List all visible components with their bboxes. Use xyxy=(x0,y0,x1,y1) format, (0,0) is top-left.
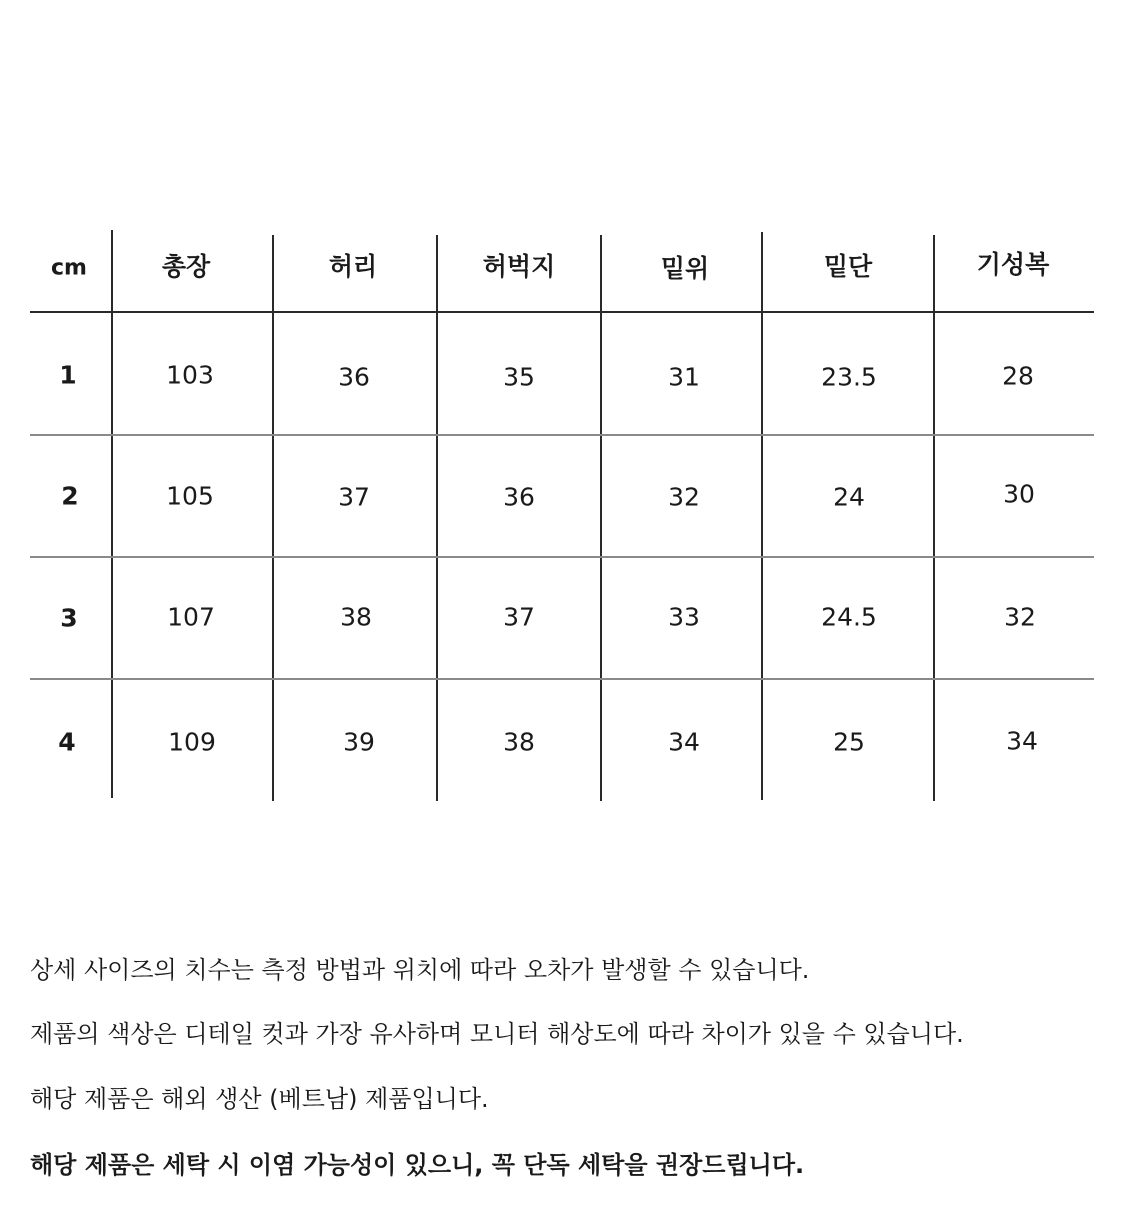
table-cell: 33 xyxy=(668,602,700,632)
header-hem: 밑단 xyxy=(823,252,873,281)
table-column-divider xyxy=(600,235,602,801)
table-column-divider xyxy=(111,230,113,798)
table-column-divider xyxy=(761,232,763,800)
table-cell: 25 xyxy=(833,727,865,757)
table-cell: 37 xyxy=(338,482,370,512)
note-wash-warning: 해당 제품은 세탁 시 이염 가능성이 있으니, 꼭 단독 세탁을 권장드립니다. xyxy=(30,1151,805,1179)
size-label: 1 xyxy=(59,360,77,390)
table-cell: 30 xyxy=(1003,479,1035,509)
table-row-divider xyxy=(30,556,1094,558)
table-cell: 103 xyxy=(166,360,214,390)
table-cell: 24 xyxy=(833,482,865,512)
table-cell: 32 xyxy=(1004,602,1036,632)
table-cell: 38 xyxy=(503,727,535,757)
table-cell: 32 xyxy=(668,482,700,512)
table-cell: 28 xyxy=(1002,361,1034,391)
header-standard-size: 기성복 xyxy=(976,250,1050,279)
table-cell: 34 xyxy=(1006,726,1038,756)
table-cell: 35 xyxy=(503,362,535,392)
table-cell: 34 xyxy=(668,727,700,757)
table-row-divider xyxy=(30,678,1094,680)
table-header-divider xyxy=(30,311,1094,313)
header-waist: 허리 xyxy=(328,252,378,281)
note-measurement-tolerance: 상세 사이즈의 치수는 측정 방법과 위치에 따라 오차가 발생할 수 있습니다. xyxy=(30,956,810,984)
size-label: 3 xyxy=(60,603,78,633)
header-total-length: 총장 xyxy=(161,252,211,281)
size-chart-table xyxy=(30,230,1094,800)
table-cell: 24.5 xyxy=(821,602,877,632)
note-color-variance: 제품의 색상은 디테일 컷과 가장 유사하며 모니터 해상도에 따라 차이가 있을 수 있습니다. xyxy=(30,1020,964,1048)
unit-label: cm xyxy=(51,255,87,281)
table-cell: 38 xyxy=(340,602,372,632)
size-label: 2 xyxy=(61,481,79,511)
table-column-divider xyxy=(933,235,935,801)
size-label: 4 xyxy=(58,727,76,757)
table-cell: 23.5 xyxy=(821,362,877,392)
table-column-divider xyxy=(272,235,274,801)
table-column-divider xyxy=(436,235,438,801)
table-cell: 36 xyxy=(338,362,370,392)
table-row-divider xyxy=(30,434,1094,436)
header-thigh: 허벅지 xyxy=(482,252,556,281)
header-rise: 밑위 xyxy=(660,254,710,283)
table-cell: 109 xyxy=(168,727,216,757)
table-cell: 39 xyxy=(343,727,375,757)
table-cell: 36 xyxy=(503,482,535,512)
table-cell: 107 xyxy=(167,602,215,632)
table-cell: 31 xyxy=(668,362,700,392)
table-cell: 105 xyxy=(166,481,214,511)
note-origin: 해당 제품은 해외 생산 (베트남) 제품입니다. xyxy=(30,1085,489,1113)
table-cell: 37 xyxy=(503,602,535,632)
